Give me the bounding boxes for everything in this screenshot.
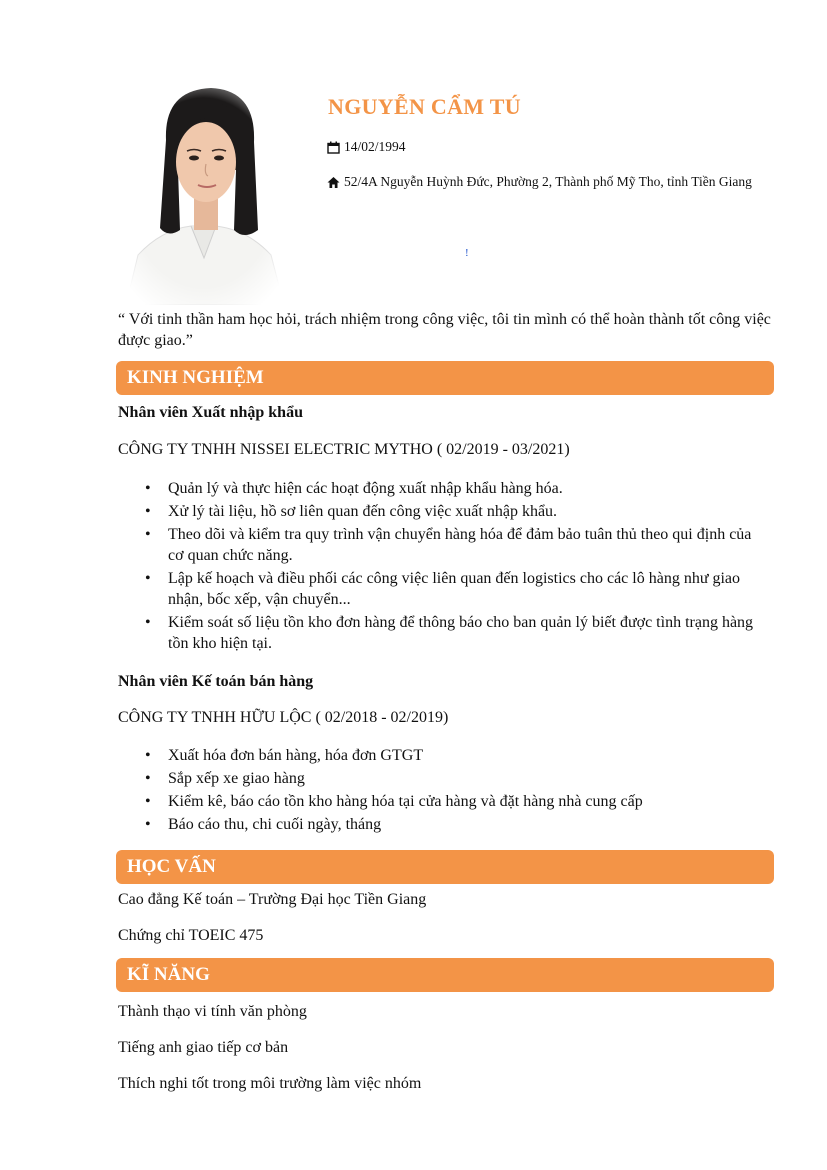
- list-item: • Báo cáo thu, chi cuối ngày, tháng: [168, 814, 768, 835]
- calendar-icon: [327, 141, 340, 154]
- list-item: • Lập kế hoạch và điều phối các công việc liên quan đến logistics cho các lô hàng như giao nhận, bốc xếp, vận chuyển...: [168, 568, 768, 610]
- job-title: Nhân viên Kế toán bán hàng: [118, 673, 314, 690]
- address-row: [327, 174, 752, 190]
- career-objective: “ Với tinh thần ham học hỏi, trách nhiệm trong công việc, tôi tin mình có thể hoàn thành tốt công việc được giao.”: [118, 311, 771, 349]
- list-item: • Xử lý tài liệu, hồ sơ liên quan đến công việc xuất nhập khẩu.: [168, 501, 768, 522]
- section-heading-education: HỌC VẤN: [116, 850, 774, 884]
- list-item: • Quản lý và thực hiện các hoạt động xuất nhập khẩu hàng hóa.: [168, 478, 768, 499]
- list-item: • Kiểm kê, báo cáo tồn kho hàng hóa tại cửa hàng và đặt hàng nhà cung cấp: [168, 791, 768, 812]
- job-company: CÔNG TY TNHH HỮU LỘC ( 02/2018 - 02/2019): [118, 709, 449, 726]
- job-duties-list: [118, 478, 768, 656]
- profile-photo: [116, 80, 291, 305]
- job-company: CÔNG TY TNHH NISSEI ELECTRIC MYTHO ( 02/2019 - 03/2021): [118, 441, 570, 458]
- list-item: • Theo dõi và kiểm tra quy trình vận chuyển hàng hóa để đảm bảo tuân thủ theo qui định của cơ quan chức năng.: [168, 524, 768, 566]
- list-item: • Sắp xếp xe giao hàng: [168, 768, 768, 789]
- skill-item: Thích nghi tốt trong môi trường làm việc nhóm: [118, 1075, 422, 1092]
- list-item: • Kiểm soát số liệu tồn kho đơn hàng để thông báo cho ban quản lý biết được tình trạng hàng tồn kho hiện tại.: [168, 612, 768, 654]
- home-icon: [327, 176, 340, 189]
- list-item: • Xuất hóa đơn bán hàng, hóa đơn GTGT: [168, 745, 768, 766]
- job-duties-list: [118, 745, 768, 837]
- dob-row: [327, 139, 406, 155]
- education-item: Chứng chỉ TOEIC 475: [118, 927, 264, 944]
- job-title: Nhân viên Xuất nhập khẩu: [118, 404, 303, 421]
- candidate-name: NGUYỄN CẨM TÚ: [328, 94, 521, 119]
- skill-item: Tiếng anh giao tiếp cơ bản: [118, 1039, 289, 1056]
- address-text: 52/4A Nguyễn Huỳnh Đức, Phường 2, Thành phố Mỹ Tho, tỉnh Tiền Giang: [344, 174, 752, 189]
- section-heading-skills: KĨ NĂNG: [116, 958, 774, 992]
- skill-item: Thành thạo vi tính văn phòng: [118, 1003, 307, 1020]
- section-heading-experience: KINH NGHIỆM: [116, 361, 774, 395]
- stray-mark: !: [465, 247, 469, 259]
- education-item: Cao đẳng Kế toán – Trường Đại học Tiền Giang: [118, 891, 427, 908]
- dob-text: 14/02/1994: [344, 139, 406, 154]
